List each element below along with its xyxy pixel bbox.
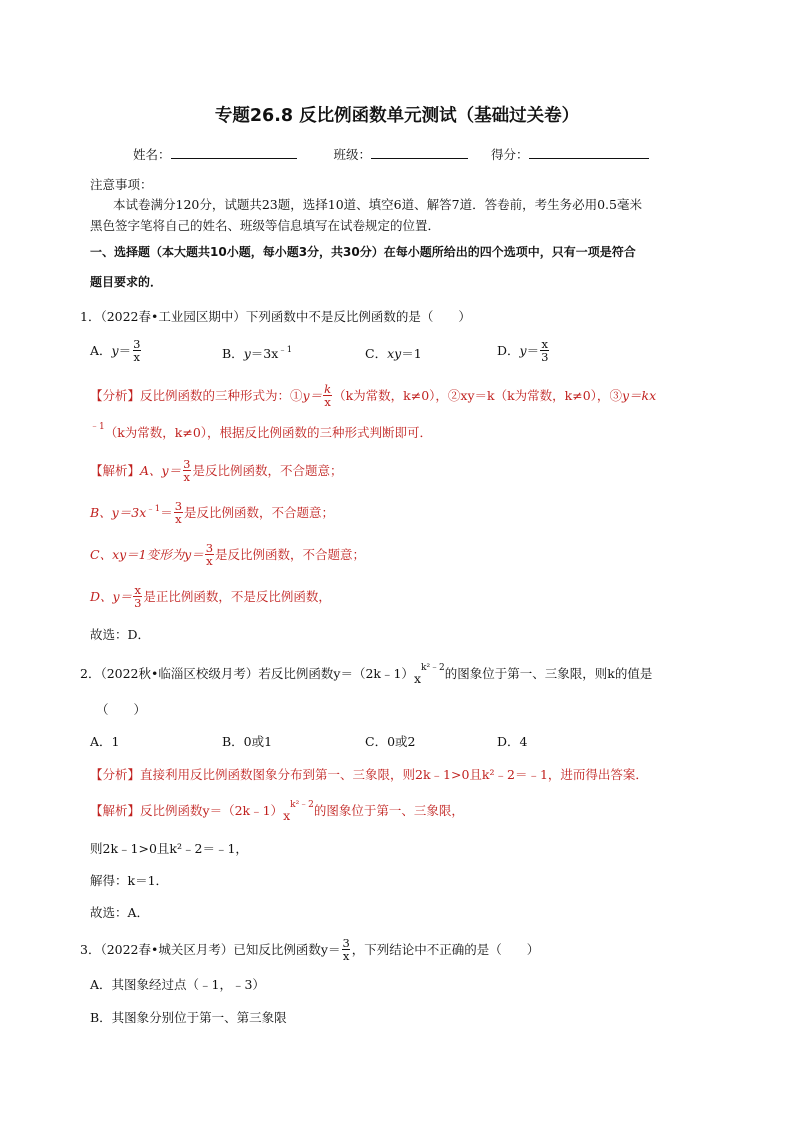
q1-solution-d-post: 是正比例函数，不是反比例函数， <box>143 589 331 604</box>
q1-solution-a-den: x <box>183 470 191 484</box>
q1-option-d <box>497 339 550 364</box>
q1-option-d-y: y <box>519 343 527 358</box>
q1-solution-c-num: 3 <box>205 541 214 555</box>
q1-solution-a-pre: A、y＝ <box>140 463 182 478</box>
q2-choose: 故选：A． <box>90 905 150 920</box>
q1-solution-b-post: 是反比例函数，不合题意； <box>184 505 335 520</box>
q2-analysis-text: 直接利用反比例函数图象分布到第一、三象限，则2k﹣1>0且k²﹣2＝﹣1，进而得出答案． <box>140 767 648 782</box>
q1-analysis-marker-3: ③ <box>609 388 622 403</box>
q3-stem-fraction <box>341 937 350 962</box>
q2-stem-b: 的图象位于第一、三象限，则k的值是 <box>444 666 653 681</box>
q1-solution-d <box>90 585 331 610</box>
q1-option-a-eq: ＝ <box>118 343 132 358</box>
q1-solution-c-pre: C、xy＝1变形为y＝ <box>90 547 204 562</box>
notes-line-2: 黑色签字笔将自己的姓名、班级等信息填写在试卷规定的位置． <box>90 218 441 233</box>
q2-option-b: B．0或1 <box>222 734 273 749</box>
q1-choose: 故选：D． <box>90 627 151 642</box>
q1-option-b-exp: ﹣1 <box>278 344 293 355</box>
q1-option-b-expr: ＝3x <box>250 346 279 361</box>
q1-option-c-rest: ＝1 <box>401 346 422 361</box>
q1-option-a-fraction <box>132 338 141 363</box>
q2-solution-tag: 【解析】 <box>90 803 141 818</box>
q1-analysis-text-a: 反比例函数的三种形式为： <box>140 388 291 403</box>
q1-solution-c-den: x <box>206 554 213 568</box>
q1-analysis-fraction <box>323 383 332 408</box>
q1-solution-a-fraction <box>182 458 191 483</box>
q1-option-a-den: x <box>133 350 141 364</box>
q2-option-d: D．4 <box>497 734 528 749</box>
q1-solution-a-post: 是反比例函数，不合题意； <box>192 463 343 478</box>
q1-analysis-tag: 【分析】 <box>90 388 141 403</box>
q3-option-a: A．其图象经过点（﹣1，﹣3） <box>90 977 265 992</box>
notes-line-1: 本试卷满分120分，试题共23题，选择10道、填空6道、解答7道．答卷前，考生务必用0.5毫米 <box>113 197 642 212</box>
name-label: 姓名： <box>133 147 171 162</box>
q1-solution-b-fraction <box>174 500 183 525</box>
q1-solution-b-exp: ﹣1 <box>146 503 161 514</box>
q1-option-d-den: 3 <box>541 350 549 364</box>
q1-option-a-y: y <box>111 343 119 358</box>
q3-option-b: B．其图象分别位于第一、第三象限 <box>90 1010 287 1025</box>
score-label: 得分： <box>491 147 529 162</box>
q3-stem-den: x <box>342 949 350 963</box>
q1-analysis-num: k <box>324 382 332 396</box>
q1-analysis-text-c: y＝ <box>302 388 323 403</box>
q2-solution <box>90 800 464 823</box>
notes-heading: 注意事项： <box>90 177 153 192</box>
q2-option-c: C．0或2 <box>365 734 416 749</box>
q1-option-b-y: y <box>243 346 251 361</box>
q1-option-c <box>365 346 422 362</box>
q1-option-b <box>222 346 292 362</box>
q1-option-d-num: x <box>541 337 549 351</box>
q2-stem-line-2: （ ） <box>96 702 147 717</box>
q2-stem <box>80 663 653 686</box>
q1-option-c-xy: xy <box>387 346 402 361</box>
q1-solution-d-pre: D、y＝ <box>90 589 133 604</box>
q2-then: 则2k﹣1>0且k²﹣2＝﹣1， <box>90 841 248 856</box>
q1-solution-d-den: 3 <box>134 596 142 610</box>
q1-analysis-line-2 <box>90 422 433 443</box>
q1-analysis <box>90 384 656 409</box>
q1-solution-c-post: 是反比例函数，不合题意； <box>215 547 366 562</box>
q1-analysis-line-2-exp: ﹣1 <box>90 422 105 432</box>
q1-analysis-text-d: （k为常数，k≠0）， <box>333 388 448 403</box>
q2-solution-b: 的图象位于第一、三象限， <box>313 803 464 818</box>
section-heading-line-2: 题目要求的． <box>90 275 163 289</box>
q1-option-b-label: B． <box>222 346 244 361</box>
q1-solution-d-num: x <box>134 583 141 597</box>
q1-option-a-num: 3 <box>133 337 141 351</box>
q2-stem-exp: k²﹣2 <box>421 663 445 673</box>
q1-analysis-marker-2: ② <box>447 388 461 403</box>
q1-analysis-line-2-text: （k为常数，k≠0），根据反比例函数的三种形式判断即可． <box>104 425 433 440</box>
q1-option-d-eq: ＝ <box>526 343 540 358</box>
section-heading-line-1: 一、选择题（本大题共10小题，每小题3分，共30分）在每小题所给出的四个选项中，只有一项是符合 <box>90 245 636 259</box>
score-field[interactable] <box>529 146 649 159</box>
q3-stem-num: 3 <box>342 936 350 950</box>
q2-stem-x: x <box>413 671 421 686</box>
q3-stem-a: 3．（2022春•城关区月考）已知反比例函数y＝ <box>80 942 341 957</box>
q2-solve: 解得：k＝1． <box>90 873 169 888</box>
q1-analysis-text-h: y＝kx <box>621 388 657 403</box>
q1-option-a-label: A． <box>90 343 112 358</box>
q1-solution-b-pre: B、y＝3x <box>90 505 147 520</box>
q1-solution-tag: 【解析】 <box>90 463 141 478</box>
q1-solution-b <box>90 501 334 526</box>
class-field[interactable] <box>371 146 468 159</box>
q2-analysis <box>90 767 648 783</box>
q1-solution-c-fraction <box>205 542 214 567</box>
q1-analysis-text-f: xy＝k（k为常数，k≠0）， <box>460 388 610 403</box>
q3-stem <box>80 938 539 963</box>
q1-solution-c <box>90 543 365 568</box>
q1-stem: 1．（2022春•工业园区期中）下列函数中不是反比例函数的是（ ） <box>80 309 471 324</box>
q3-stem-b: ，下列结论中不正确的是（ ） <box>351 942 540 957</box>
q1-option-d-label: D． <box>497 343 520 358</box>
student-info-row <box>133 145 649 163</box>
q1-solution-d-fraction <box>133 584 142 609</box>
q1-solution-b-den: x <box>175 512 182 526</box>
q2-analysis-tag: 【分析】 <box>90 767 141 782</box>
q1-option-a <box>90 339 142 364</box>
q2-solution-a: 反比例函数y＝（2k﹣1） <box>140 803 284 818</box>
q1-solution-a-num: 3 <box>183 457 191 471</box>
q2-option-a: A．1 <box>90 734 120 749</box>
q2-solution-exp: k²﹣2 <box>290 800 314 810</box>
q1-solution-b-num: 3 <box>174 499 183 513</box>
page-title: 专题26.8 反比例函数单元测试（基础过关卷） <box>214 106 580 126</box>
class-label: 班级： <box>333 147 372 162</box>
q1-analysis-marker-1: ① <box>290 388 303 403</box>
q1-analysis-den: x <box>324 395 331 409</box>
q1-option-d-fraction <box>540 338 549 363</box>
q2-stem-a: 2．（2022秋•临淄区校级月考）若反比例函数y＝（2k﹣1） <box>80 666 414 681</box>
q1-solution-a <box>90 459 342 484</box>
q1-solution-b-eq: ＝ <box>160 505 173 520</box>
q2-solution-x: x <box>283 808 291 823</box>
name-field[interactable] <box>171 146 297 159</box>
q1-option-c-label: C． <box>365 346 388 361</box>
